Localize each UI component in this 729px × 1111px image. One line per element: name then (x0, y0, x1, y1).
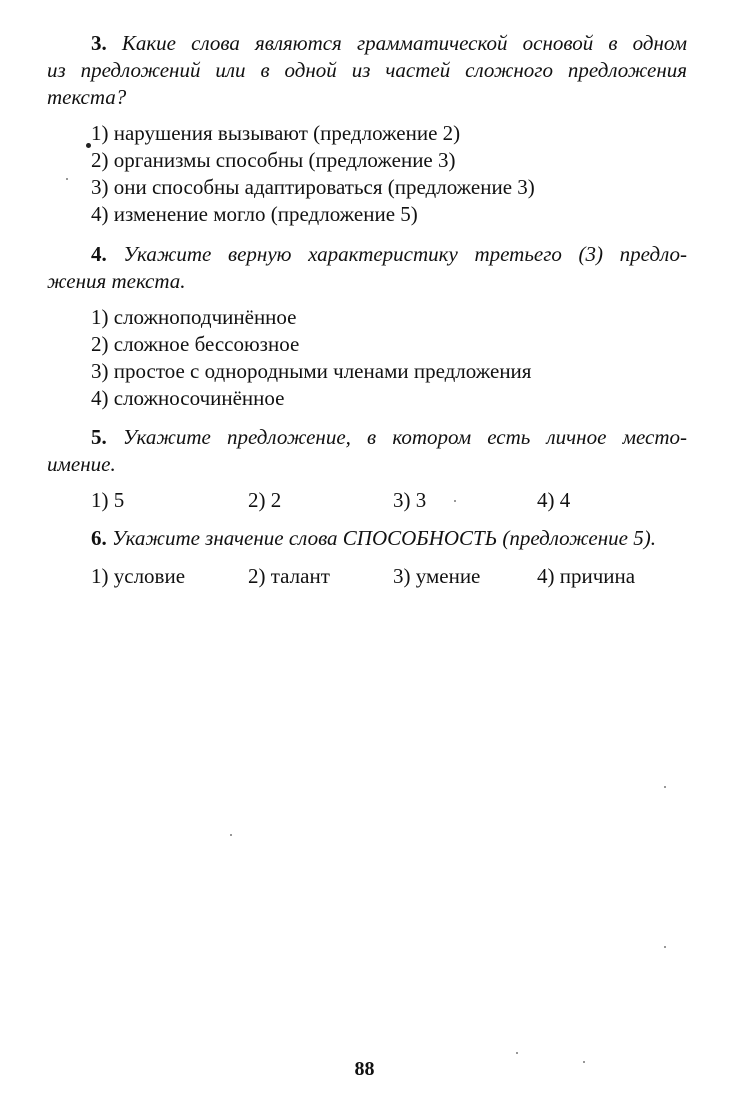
question-4-option-1: 1) сложноподчинённое (91, 305, 297, 329)
question-6-number: 6. (91, 526, 107, 550)
question-3-option-4: 4) изменение могло (предложение 5) (91, 202, 418, 226)
question-4-number: 4. (91, 242, 107, 266)
question-3-line-2: из предложений или в одной из частей сложного предложения (47, 58, 687, 82)
question-6-line-1: Укажите значение слова СПОСОБНОСТЬ (предложение 5). (112, 526, 656, 550)
question-5-line-1: Укажите предложение, в котором есть личное место- (122, 425, 688, 449)
question-5-option-3: 3) 3 (393, 488, 427, 512)
question-4-options (91, 304, 531, 412)
question-4-option-4: 4) сложносочинённое (91, 386, 285, 410)
question-6-option-2: 2) талант (248, 564, 330, 588)
question-5-line-2: имение. (47, 452, 116, 476)
question-4-option-2: 2) сложное бессоюзное (91, 332, 300, 356)
question-4-prompt (47, 241, 687, 295)
question-4-option-3: 3) простое с однородными членами предложения (91, 359, 532, 383)
question-6-option-4: 4) причина (537, 564, 636, 588)
ink-dot-mark (86, 143, 91, 148)
question-5-option-1: 1) 5 (91, 488, 125, 512)
question-6-option-3: 3) умение (393, 564, 481, 588)
question-5-prompt (47, 424, 687, 478)
question-6-option-1: 1) условие (91, 564, 186, 588)
scan-speck (454, 500, 456, 502)
scan-speck (664, 786, 666, 788)
question-3-option-1: 1) нарушения вызывают (предложение 2) (91, 121, 461, 145)
question-3-option-3: 3) они способны адаптироваться (предложение 3) (91, 175, 535, 199)
question-5-number: 5. (91, 425, 107, 449)
scan-speck (516, 1052, 518, 1054)
question-4-line-1: Укажите верную характеристику третьего (3) предло- (123, 242, 688, 266)
question-3-line-1: Какие слова являются грамматической основой в одном (121, 31, 687, 55)
page-number: 88 (354, 1058, 375, 1080)
question-3-options (91, 120, 535, 228)
scan-speck (66, 178, 68, 180)
question-3-line-3: текста? (47, 85, 127, 109)
question-3-prompt (47, 30, 687, 111)
question-4-line-2: жения текста. (47, 269, 186, 293)
scan-speck (230, 834, 232, 836)
scan-speck (664, 946, 666, 948)
question-3-number: 3. (91, 31, 107, 55)
question-3-option-2: 2) организмы способны (предложение 3) (91, 148, 456, 172)
question-5-option-2: 2) 2 (248, 488, 282, 512)
question-6-prompt (47, 525, 687, 552)
question-5-option-4: 4) 4 (537, 488, 571, 512)
